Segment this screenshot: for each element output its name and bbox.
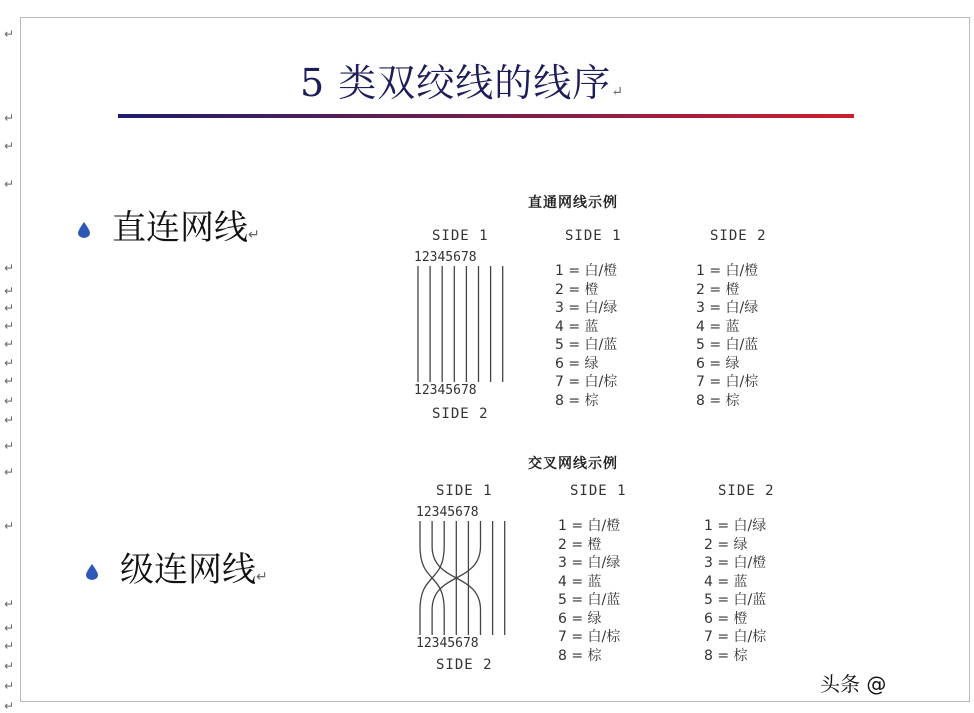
straight-list2-title: SIDE 2 xyxy=(710,228,767,244)
return-mark-icon: ↵ xyxy=(4,301,15,315)
bullet-label: 级连网线 xyxy=(120,550,256,590)
return-mark-icon: ↵ xyxy=(4,319,15,333)
pin-entry: 1 = 白/橙 xyxy=(555,263,618,279)
straight-list1 xyxy=(555,262,617,410)
pin-entry: 4 = 蓝 xyxy=(704,573,748,590)
pin-entry: 3 = 白/橙 xyxy=(704,555,767,571)
return-mark-icon: ↵ xyxy=(4,111,15,125)
pin-entry: 8 = 棕 xyxy=(555,392,599,409)
return-mark-icon: ↵ xyxy=(4,374,15,388)
return-mark-icon: ↵ xyxy=(4,597,15,611)
straight-side-top: SIDE 1 xyxy=(432,228,489,244)
pin-entry: 3 = 白/绿 xyxy=(558,555,621,571)
pin-entry: 8 = 棕 xyxy=(558,647,602,664)
pin-entry: 7 = 白/棕 xyxy=(558,629,621,645)
pin-entry: 5 = 白/蓝 xyxy=(555,337,618,353)
bullet-crossover xyxy=(86,542,268,591)
pin-entry: 7 = 白/棕 xyxy=(704,629,767,645)
return-mark-icon: ↵ xyxy=(4,639,15,653)
pin-entry: 7 = 白/棕 xyxy=(555,374,618,390)
crossover-numbers-bottom: 12345678 xyxy=(416,636,479,651)
crossover-list2-title: SIDE 2 xyxy=(718,483,775,499)
pin-entry: 2 = 绿 xyxy=(704,536,748,553)
return-mark-icon: ↵ xyxy=(4,621,15,635)
straight-numbers-top: 12345678 xyxy=(414,250,477,265)
return-mark-icon: ↵ xyxy=(4,439,15,453)
pin-entry: 8 = 棕 xyxy=(696,392,740,409)
pin-entry: 6 = 绿 xyxy=(555,355,599,372)
page-title xyxy=(300,52,624,107)
pin-entry: 2 = 橙 xyxy=(696,281,740,298)
crossover-list1 xyxy=(558,517,620,665)
return-mark-icon: ↵ xyxy=(4,27,15,41)
return-mark-icon: ↵ xyxy=(256,569,268,585)
pin-entry: 3 = 白/绿 xyxy=(555,300,618,316)
return-mark-icon: ↵ xyxy=(4,261,15,275)
pin-entry: 2 = 橙 xyxy=(555,281,599,298)
return-mark-icon: ↵ xyxy=(611,84,624,100)
return-mark-icon: ↵ xyxy=(248,227,260,243)
crossover-list2 xyxy=(704,517,766,665)
pin-entry: 5 = 白/蓝 xyxy=(558,592,621,608)
paragraph-marks xyxy=(4,0,20,712)
pin-entry: 3 = 白/绿 xyxy=(696,300,759,316)
pin-entry: 5 = 白/蓝 xyxy=(704,592,767,608)
straight-numbers-bottom: 12345678 xyxy=(414,383,477,398)
watermark: 头条 @ xyxy=(820,672,887,696)
water-drop-icon xyxy=(78,222,90,238)
return-mark-icon: ↵ xyxy=(4,139,15,153)
return-mark-icon: ↵ xyxy=(4,519,15,533)
pin-entry: 6 = 绿 xyxy=(696,355,740,372)
return-mark-icon: ↵ xyxy=(4,356,15,370)
water-drop-icon xyxy=(86,564,98,580)
pin-entry: 6 = 橙 xyxy=(704,610,748,627)
pin-entry: 4 = 蓝 xyxy=(696,318,740,335)
pin-entry: 6 = 绿 xyxy=(558,610,602,627)
return-mark-icon: ↵ xyxy=(4,177,15,191)
bullet-straight xyxy=(78,200,260,249)
pin-entry: 4 = 蓝 xyxy=(555,318,599,335)
pin-entry: 5 = 白/蓝 xyxy=(696,337,759,353)
pin-entry: 8 = 棕 xyxy=(704,647,748,664)
straight-side-bottom: SIDE 2 xyxy=(432,406,489,422)
bullet-label: 直连网线 xyxy=(112,208,248,248)
pin-entry: 2 = 橙 xyxy=(558,536,602,553)
return-mark-icon: ↵ xyxy=(4,337,15,351)
return-mark-icon: ↵ xyxy=(4,679,15,693)
pin-entry: 1 = 白/绿 xyxy=(704,518,767,534)
title-text: 5 类双绞线的线序 xyxy=(300,61,612,105)
pin-entry: 4 = 蓝 xyxy=(558,573,602,590)
return-mark-icon: ↵ xyxy=(4,465,15,479)
crossover-side-bottom: SIDE 2 xyxy=(436,657,493,673)
pin-entry: 7 = 白/棕 xyxy=(696,374,759,390)
pin-entry: 1 = 白/橙 xyxy=(558,518,621,534)
straight-wires xyxy=(414,266,514,382)
crossover-title: 交叉网线示例 xyxy=(528,456,618,472)
crossover-side-top: SIDE 1 xyxy=(436,483,493,499)
title-underline xyxy=(118,114,854,118)
straight-title: 直通网线示例 xyxy=(528,195,618,211)
crossover-wires xyxy=(416,521,516,635)
straight-list1-title: SIDE 1 xyxy=(565,228,622,244)
return-mark-icon: ↵ xyxy=(4,413,15,427)
return-mark-icon: ↵ xyxy=(4,284,15,298)
pin-entry: 1 = 白/橙 xyxy=(696,263,759,279)
crossover-numbers-top: 12345678 xyxy=(416,505,479,520)
straight-list2 xyxy=(696,262,758,410)
crossover-list1-title: SIDE 1 xyxy=(570,483,627,499)
return-mark-icon: ↵ xyxy=(4,699,15,713)
return-mark-icon: ↵ xyxy=(4,659,15,673)
return-mark-icon: ↵ xyxy=(4,394,15,408)
